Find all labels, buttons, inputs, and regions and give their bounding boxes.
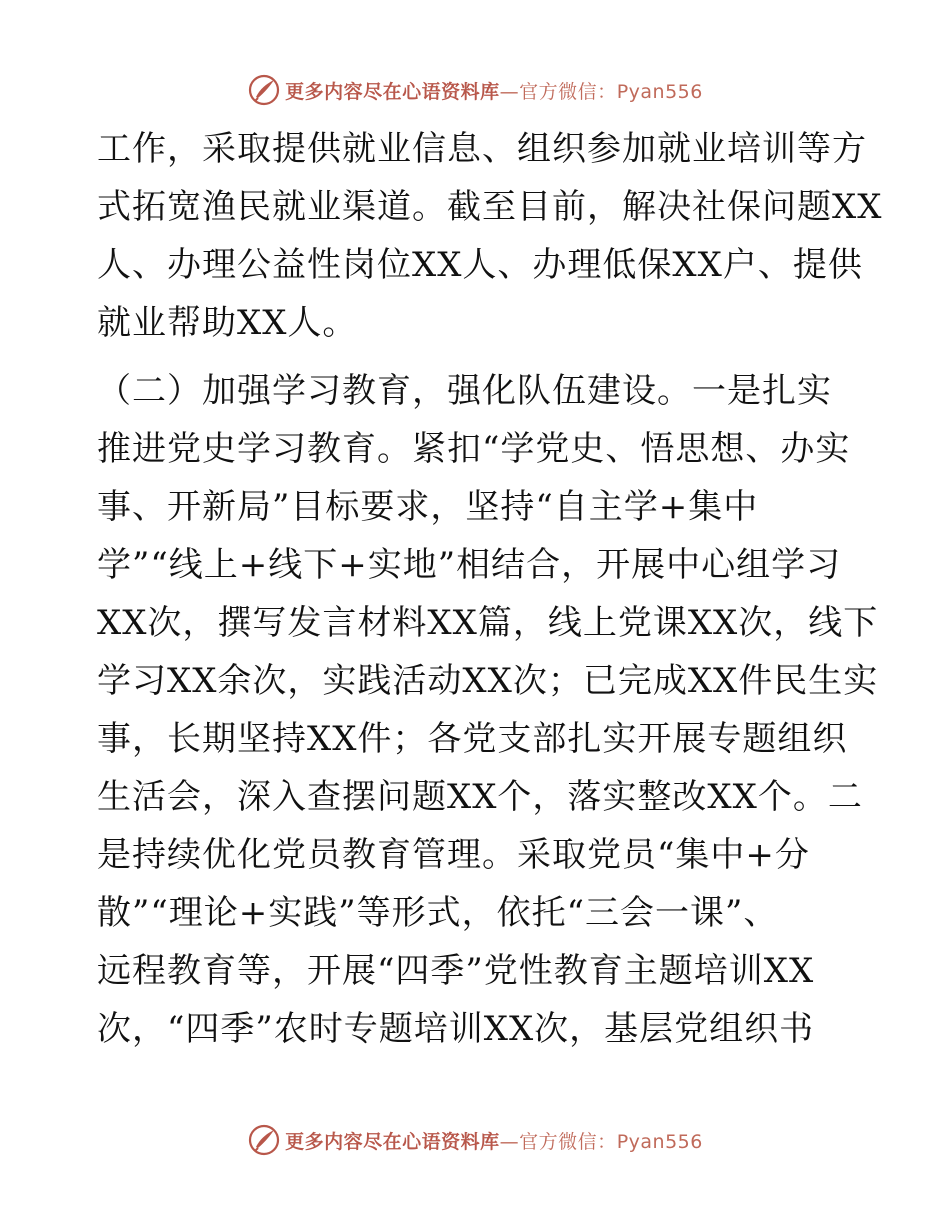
- text-line: 就业帮助XX人。: [97, 303, 358, 343]
- text-line: 散”“理论+实践”等形式，依托“三会一课”、: [97, 893, 779, 933]
- text-line: 学”“线上+线下+实地”相结合，开展中心组学习: [97, 545, 842, 585]
- watermark-text: [285, 77, 703, 104]
- text-line: 是持续优化党员教育管理。采取党员“集中+分: [97, 835, 810, 875]
- text-line: 事、开新局”目标要求，坚持“自主学+集中: [97, 487, 759, 527]
- text-line: 推进党史学习教育。紧扣“学党史、悟思想、办实: [97, 429, 851, 469]
- text-line: XX次，撰写发言材料XX篇，线上党课XX次，线下: [97, 603, 879, 643]
- paragraph-spacer: [97, 352, 867, 362]
- paragraph-education: [97, 362, 879, 1058]
- watermark-dash: —: [499, 80, 520, 103]
- text-line: 事，长期坚持XX件；各党支部扎实开展专题组织: [97, 719, 848, 759]
- text-line: 生活会，深入查摆问题XX个，落实整改XX个。二: [97, 777, 863, 817]
- quill-seal-icon: [247, 73, 281, 107]
- quill-seal-icon: [247, 1123, 281, 1157]
- paragraph-employment: [97, 120, 883, 352]
- watermark-dash: —: [499, 1130, 520, 1153]
- header-watermark: [0, 72, 950, 108]
- text-line: 工作，采取提供就业信息、组织参加就业培训等方: [97, 129, 867, 169]
- text-line: 式拓宽渔民就业渠道。截至目前，解决社保问题XX: [97, 187, 883, 227]
- watermark-site: 更多内容尽在心语资料库: [285, 1130, 500, 1153]
- document-body: [97, 120, 883, 1058]
- text-line: （二）加强学习教育，强化队伍建设。一是扎实: [97, 371, 832, 411]
- text-line: 次，“四季”农时专题培训XX次，基层党组织书: [97, 1009, 815, 1049]
- watermark-text: [285, 1127, 703, 1154]
- watermark-wechat-id: Pyan556: [616, 1130, 703, 1153]
- watermark-wechat-id: Pyan556: [616, 80, 703, 103]
- footer-watermark: [0, 1122, 950, 1158]
- text-line: 学习XX余次，实践活动XX次；已完成XX件民生实: [97, 661, 879, 701]
- watermark-site: 更多内容尽在心语资料库: [285, 80, 500, 103]
- watermark-wechat-label: 官方微信：: [519, 1130, 617, 1153]
- text-line: 人、办理公益性岗位XX人、办理低保XX户、提供: [97, 245, 863, 285]
- watermark-wechat-label: 官方微信：: [519, 80, 617, 103]
- text-line: 远程教育等，开展“四季”党性教育主题培训XX: [97, 951, 815, 991]
